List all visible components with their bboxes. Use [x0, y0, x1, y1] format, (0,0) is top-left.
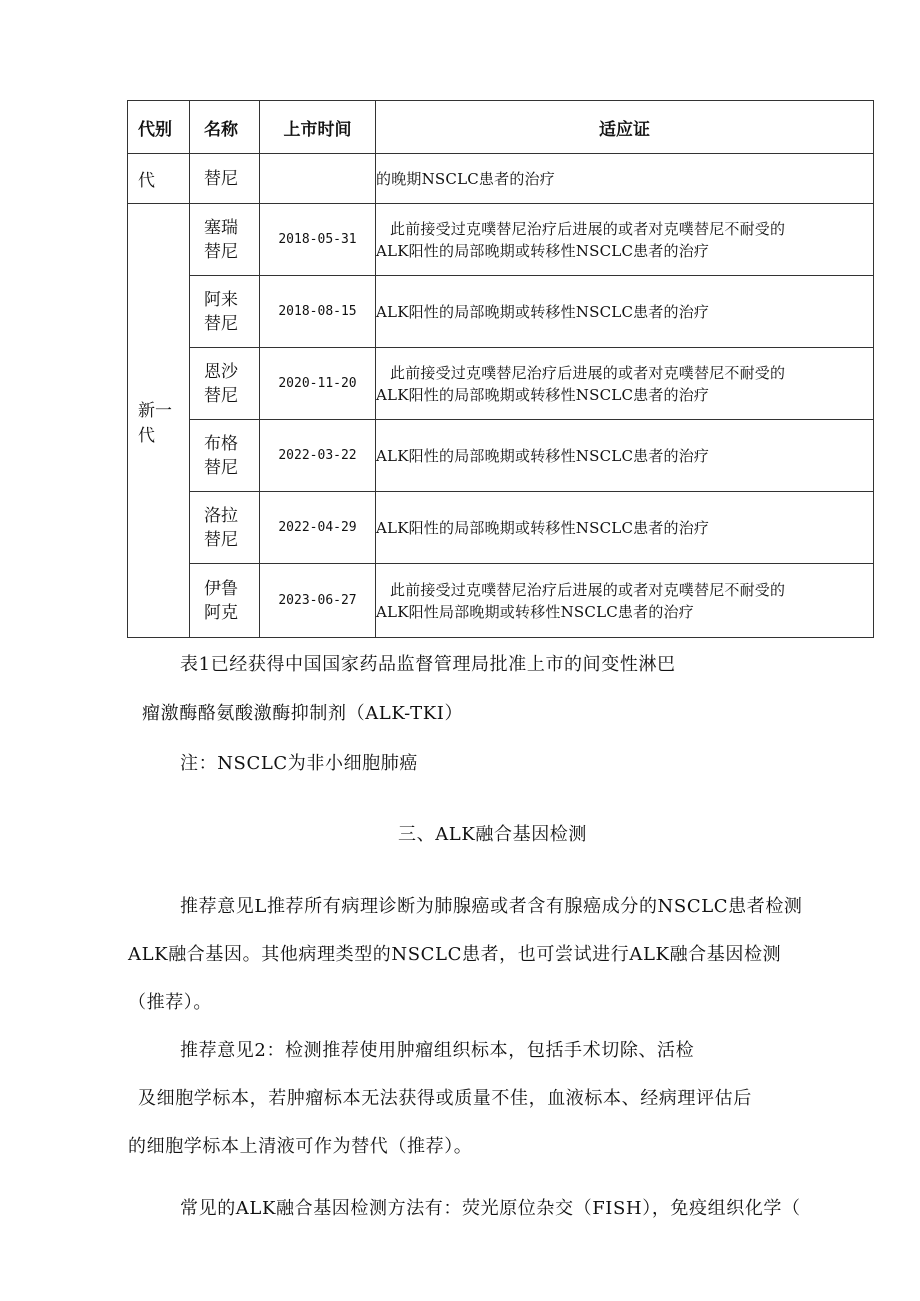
alk-tki-table — [127, 100, 874, 638]
launch-date-cell: 2023-06-27 — [260, 564, 376, 638]
drug-name-line: 替尼 — [204, 457, 238, 478]
indication-line: ALK阳性的局部晚期或转移性NSCLC患者的治疗 — [376, 302, 710, 321]
indication-cell — [376, 204, 874, 276]
table-row — [128, 154, 874, 204]
drug-name-cell — [190, 276, 260, 348]
header-indication: 适应证 — [376, 101, 874, 154]
drug-name-cell — [190, 420, 260, 492]
launch-date-cell: 2022-03-22 — [260, 420, 376, 492]
table-caption-line1: 表1已经获得中国国家药品监督管理局批准上市的间变性淋巴 — [180, 654, 676, 675]
drug-name-line: 塞瑞 — [204, 217, 238, 238]
table-row — [128, 564, 874, 638]
drug-name-line: 替尼 — [204, 241, 238, 262]
generation-label-line: 新一 — [138, 400, 172, 421]
drug-name-cell — [190, 348, 260, 420]
launch-date-cell: 2018-08-15 — [260, 276, 376, 348]
recommendation2-line3: 的细胞学标本上清液可作为替代（推荐）。 — [128, 1136, 473, 1157]
table-row — [128, 204, 874, 276]
drug-name-cell — [190, 492, 260, 564]
table-caption-line2: 瘤激酶酪氨酸激酶抑制剂（ALK-TKI） — [142, 703, 464, 724]
generation-cell: 代 — [128, 154, 190, 204]
header-generation: 代别 — [128, 101, 190, 154]
table-row — [128, 276, 874, 348]
drug-name-cell: 替尼 — [190, 154, 260, 204]
drug-name-line: 替尼 — [204, 529, 238, 550]
indication-cell: 的晚期NSCLC患者的治疗 — [376, 154, 874, 204]
recommendation2-line2: 及细胞学标本，若肿瘤标本无法获得或质量不佳，血液标本、经病理评估后 — [138, 1088, 752, 1109]
indication-line — [376, 218, 873, 240]
indication-cell — [376, 276, 874, 348]
drug-name-line: 洛拉 — [204, 505, 238, 526]
drug-name-line: 布格 — [204, 433, 238, 454]
recommendation1-line3: （推荐）。 — [128, 992, 212, 1013]
indication-cell — [376, 420, 874, 492]
indication-line — [376, 362, 873, 384]
indication-text: 此前接受过克噗替尼治疗后进展的或者对克噗替尼不耐受的 — [390, 580, 786, 599]
indication-text: 此前接受过克噗替尼治疗后进展的或者对克噗替尼不耐受的 — [390, 363, 786, 382]
recommendation1-line1: 推荐意见L推荐所有病理诊断为肺腺癌或者含有腺癌成分的NSCLC患者检测 — [180, 896, 803, 917]
indication-line: ALK阳性的局部晚期或转移性NSCLC患者的治疗 — [376, 385, 710, 404]
table-row — [128, 348, 874, 420]
drug-name-line: 阿来 — [204, 289, 238, 310]
generation-label-line: 代 — [138, 425, 155, 446]
indication-line: ALK阳性的局部晚期或转移性NSCLC患者的治疗 — [376, 518, 710, 537]
drug-name-cell — [190, 204, 260, 276]
table-note: 注：NSCLC为非小细胞肺癌 — [180, 753, 418, 774]
drug-name-line: 伊鲁 — [204, 578, 238, 599]
indication-line: ALK阳性局部晚期或转移性NSCLC患者的治疗 — [376, 602, 694, 621]
indication-line: ALK阳性的局部晚期或转移性NSCLC患者的治疗 — [376, 446, 710, 465]
launch-date-cell — [260, 154, 376, 204]
drug-name-line: 恩沙 — [204, 361, 238, 382]
drug-name-line: 替尼 — [204, 385, 238, 406]
methods-line1: 常见的ALK融合基因检测方法有：荧光原位杂交（FISH），免疫组织化学（ — [180, 1198, 801, 1219]
header-name: 名称 — [190, 101, 260, 154]
header-launch-date: 上市时间 — [260, 101, 376, 154]
indication-text: 此前接受过克噗替尼治疗后进展的或者对克噗替尼不耐受的 — [390, 219, 786, 238]
indication-cell — [376, 492, 874, 564]
recommendation2-line1: 推荐意见2：检测推荐使用肿瘤组织标本，包括手术切除、活检 — [180, 1040, 695, 1061]
indication-cell — [376, 564, 874, 638]
launch-date-cell: 2022-04-29 — [260, 492, 376, 564]
drug-name-cell — [190, 564, 260, 638]
indication-line: ALK阳性的局部晚期或转移性NSCLC患者的治疗 — [376, 241, 710, 260]
generation-cell-new — [128, 204, 190, 638]
launch-date-cell: 2018-05-31 — [260, 204, 376, 276]
recommendation1-line2: ALK融合基因。其他病理类型的NSCLC患者，也可尝试进行ALK融合基因检测 — [128, 944, 782, 965]
section-heading: 三、ALK融合基因检测 — [398, 824, 587, 845]
drug-name-line: 替尼 — [204, 313, 238, 334]
table-row — [128, 420, 874, 492]
indication-line — [376, 579, 873, 601]
launch-date-cell: 2020-11-20 — [260, 348, 376, 420]
drug-name-line: 阿克 — [204, 602, 238, 623]
indication-cell — [376, 348, 874, 420]
table-header-row — [128, 101, 874, 154]
table-row — [128, 492, 874, 564]
